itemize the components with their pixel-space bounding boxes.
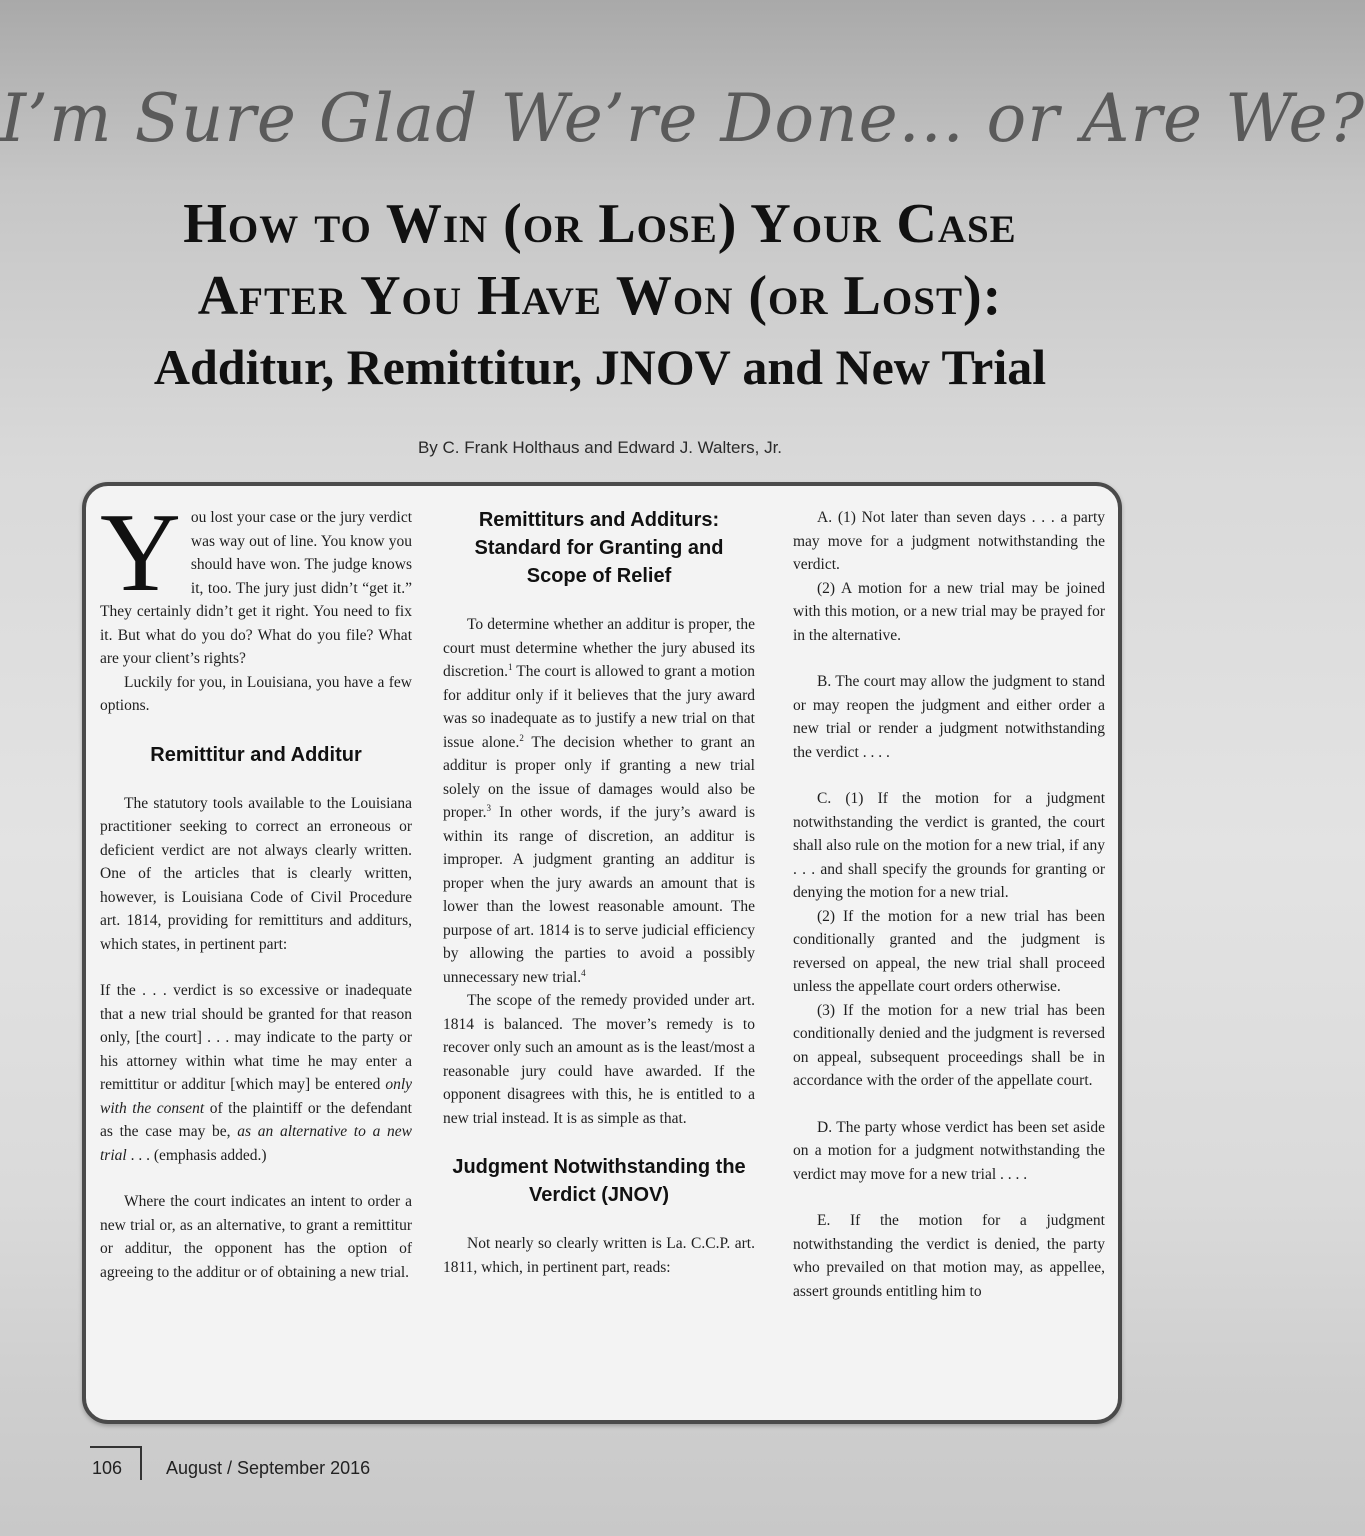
footer-divider xyxy=(140,1446,142,1480)
column-1 xyxy=(100,491,412,1284)
statute-paragraph-c3: (3) If the motion for a new trial has been conditionally denied and the judgment is reversed on appeal, subsequent proceedings shall be in accordance with the order of the appellate court. xyxy=(793,1001,1105,1089)
footnote-ref: 3 xyxy=(486,802,491,813)
block-quote xyxy=(100,979,412,1167)
section-heading-jnov: Judgment Notwithstanding the Verdict (JNOV) xyxy=(452,1156,746,1206)
column-2 xyxy=(443,506,755,1279)
quote-text: of the plaintiff or the defendant as the case may be, xyxy=(100,1099,412,1140)
body-text: In other words, if the jury’s award is within its range of discretion, an additur is improper. A judgment granting an additur is proper when the jury awards an amount that is lower than the lowest reasonable amount. The purpose of art. 1814 is to serve judicial efficiency by allowing the parties to avoid a possibly unnecessary new trial. xyxy=(443,804,755,986)
body-text: The court is allowed to grant a motion for additur only if it believes that the jury award was so inadequate as to justify a new trial on that issue alone. xyxy=(443,663,755,751)
issue-date: August / September 2016 xyxy=(166,1458,371,1478)
title-line-2: After You Have Won (or Lost): xyxy=(197,265,1003,327)
spacer xyxy=(443,1209,755,1232)
footnote-ref: 4 xyxy=(581,967,586,978)
intro-text: ou lost your case or the jury verdict was way out of line. You know you should have won. The judge knows it, too. The jury just didn’t “get it.” They certainly didn’t get it right. You need to fix it. But what do you do? What do you file? What are your client’s rights? xyxy=(100,509,412,667)
article-kicker: I’m Sure Glad We’re Done... or Are We? xyxy=(0,80,1365,157)
statute-paragraph-d: D. The party whose verdict has been set aside on a motion for a judgment notwithstanding the verdict may move for a new trial . . . . xyxy=(793,1118,1105,1183)
statute-paragraph-b: B. The court may allow the judgment to stand or may reopen the judgment and either order a new trial or render a judgment notwithstanding the verdict . . . . xyxy=(793,673,1105,761)
spacer xyxy=(100,769,412,792)
body-text: The decision whether to grant an additur is proper only if granting a new trial solely on the issue of damages would also be proper. xyxy=(443,733,755,821)
article-title xyxy=(0,188,1200,332)
spacer xyxy=(100,1167,412,1190)
section-heading-remittitur: Remittitur and Additur xyxy=(150,743,362,766)
statute-paragraph-c1: C. (1) If the motion for a judgment notwithstanding the verdict is granted, the court shall also rule on the motion for a new trial, if any . . . and shall specify the grounds for granting or denying the motion for a new trial. xyxy=(793,790,1105,901)
quote-emphasis: as an alternative to a new trial xyxy=(100,1123,412,1164)
column-3 xyxy=(793,506,1105,1303)
spacer xyxy=(793,764,1105,787)
quote-text: If the . . . verdict is so excessive or inadequate that a new trial should be granted for that reason only, [the court] . . . may indicate to the party or his attorney within what time he may enter a remittitur or additur [which may] be entered xyxy=(100,982,412,1093)
body-paragraph: Not nearly so clearly written is La. C.C.P. art. 1811, which, in pertinent part, reads: xyxy=(443,1235,755,1276)
footer-rule xyxy=(90,1446,142,1448)
footnote-ref: 2 xyxy=(519,732,524,743)
intro-paragraph-2: Luckily for you, in Louisiana, you have a few options. xyxy=(100,673,412,714)
body-text: To determine whether an additur is proper, the court must determine whether the jury abused its discretion. xyxy=(443,616,755,680)
quote-text: . . . (emphasis added.) xyxy=(126,1146,267,1164)
spacer xyxy=(100,956,412,979)
byline: By C. Frank Holthaus and Edward J. Walters, Jr. xyxy=(417,438,783,457)
page-number: 106 xyxy=(92,1458,123,1478)
statute-paragraph-e: E. If the motion for a judgment notwithstanding the verdict is denied, the party who prevailed on that motion may, as appellee, assert grounds entitling him to xyxy=(793,1212,1105,1300)
body-paragraph: Where the court indicates an intent to order a new trial or, as an alternative, to grant a remittitur or additur, the opponent has the option of agreeing to the additur or of obtaining a new trial. xyxy=(100,1193,412,1281)
spacer xyxy=(793,1186,1105,1209)
footnote-ref: 1 xyxy=(508,661,513,672)
spacer xyxy=(100,718,412,741)
body-paragraph: The scope of the remedy provided under art. 1814 is balanced. The mover’s remedy is to recover only such an amount as is the least/most a reasonable jury could have awarded. If the opponent disagrees with this, he is entitled to a new trial instead. It is as simple as that. xyxy=(443,992,755,1127)
spacer xyxy=(793,1093,1105,1116)
title-line-1: How to Win (or Lose) Your Case xyxy=(183,193,1017,255)
body-paragraph xyxy=(443,613,755,989)
body-paragraph: The statutory tools available to the Louisiana practitioner seeking to correct an erroneous or deficient verdict are not always clearly written. One of the articles that is clearly written, however, is Louisiana Code of Civil Procedure art. 1814, providing for remittiturs and additurs, which states, in pertinent part: xyxy=(100,794,412,953)
section-heading-standard: Remittiturs and Additurs: Standard for Granting and Scope of Relief xyxy=(474,509,724,587)
statute-paragraph-a1: A. (1) Not later than seven days . . . a party may move for a judgment notwithstanding the verdict. xyxy=(793,509,1105,573)
intro-paragraph xyxy=(100,491,412,671)
spacer xyxy=(443,1130,755,1153)
spacer xyxy=(793,647,1105,670)
spacer xyxy=(443,590,755,613)
quote-emphasis: only with the consent xyxy=(100,1076,412,1117)
article-body-panel xyxy=(82,482,1122,1424)
statute-paragraph-c2: (2) If the motion for a new trial has been conditionally granted and the judgment is reversed on appeal, the new trial shall proceed unless the appellate court orders otherwise. xyxy=(793,907,1105,995)
drop-cap: Y xyxy=(100,491,181,615)
article-subtitle: Additur, Remittitur, JNOV and New Trial xyxy=(153,339,1047,395)
statute-paragraph-a2: (2) A motion for a new trial may be joined with this motion, or a new trial may be prayed for in the alternative. xyxy=(793,579,1105,644)
